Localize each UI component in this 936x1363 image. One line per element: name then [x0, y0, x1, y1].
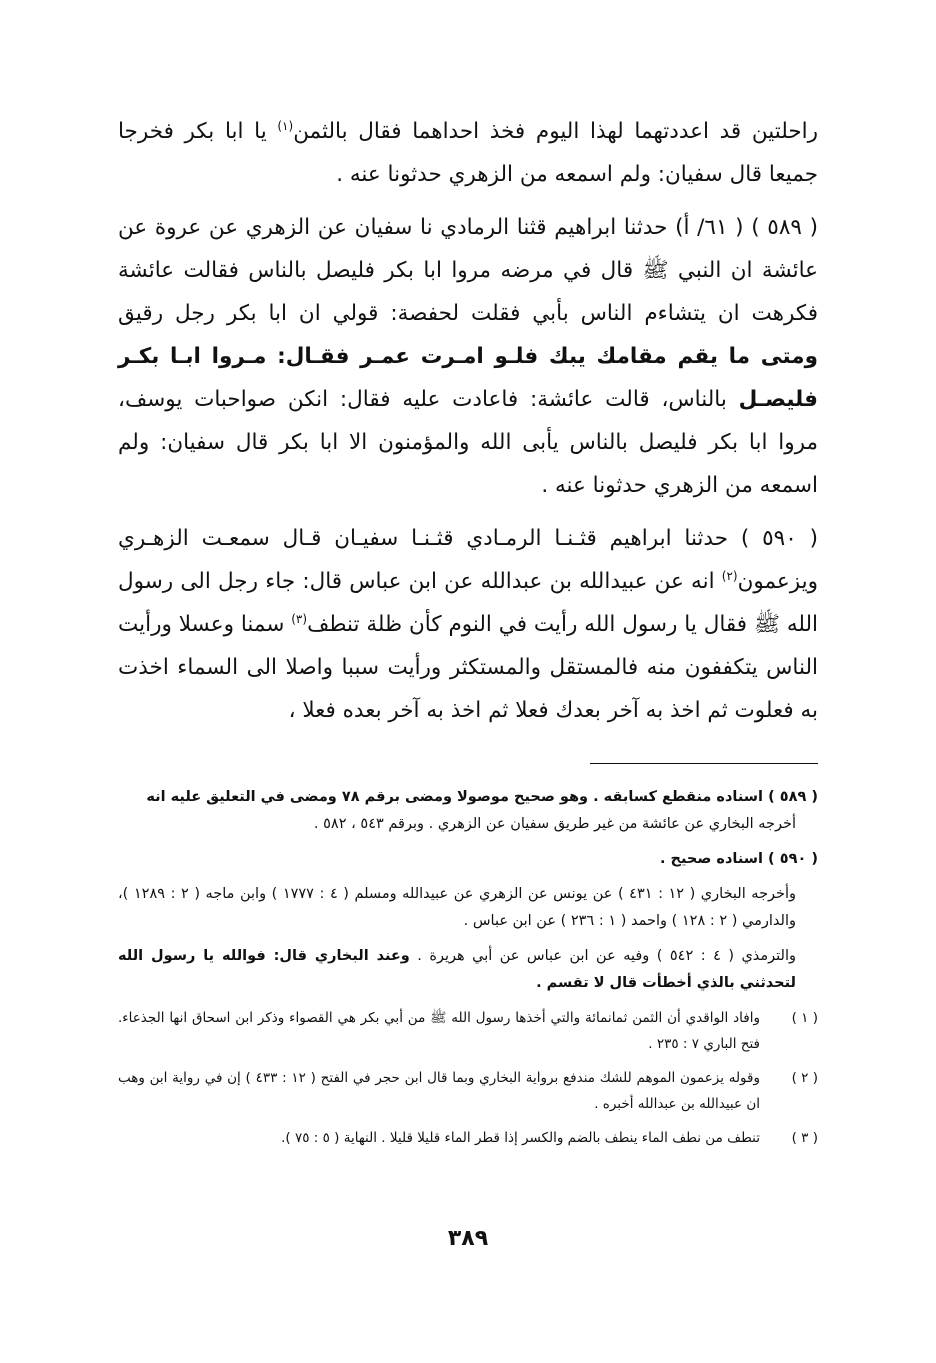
footnote-divider	[590, 763, 818, 764]
footnote-number: ( ٢ )	[791, 1070, 818, 1086]
note-589-line-2: أخرجه البخاري عن عائشة من غير طريق سفيان عن الزهري . وبرقم ٥٤٣ ، ٥٨٢ .	[313, 816, 796, 832]
text-run-bold: ومتى ما يقم مقامك يبك فلـو امـرت عمـر فقـال: مـروا ابـا بكـر فليصـل	[118, 344, 818, 412]
note-590-sources: وأخرجه البخاري ( ١٢ : ٤٣١ ) عن يونس عن الزهري عن عبيدالله ومسلم ( ٤ : ١٧٧٧ ) وابن ماجه ( ٢ : ١٢٨٩ )، والدارمي ( ٢ : ١٢٨ ) واحمد ( ١ : ٢٣٦ ) عن ابن عباس .	[118, 886, 797, 929]
text-run: انه عن عبيدالله بن عبدالله عن ابن عباس قال: جاء رجل الى رسول الله ﷺ فقال يا رسول الله رأيت في النوم كأن ظلة تنطف	[118, 569, 818, 637]
text-run: بالناس، قالت عائشة: فاعادت عليه فقال: انكن صواحبات يوسف، مروا ابا بكر فليصل بالناس يأبى الله والمؤمنون الا ابا بكر قال سفيان: ولم اسمعه من الزهري حدثونا عنه .	[118, 387, 818, 498]
note-589-line-1: ( ٥٨٩ ) اسناده منقطع كسابقه . وهو صحيح موصولا ومضى برقم ٧٨ ومضى في التعليق عليه انه	[146, 789, 818, 805]
footnote-text: وافاد الواقدي أن الثمن ثمانمائة والتي أخذها رسول الله ﷺ من أبي بكر هي القصواء وذكر ابن اسحاق انها الجذعاء. فتح الباري ٧ : ٢٣٥ .	[118, 1010, 760, 1052]
text-run: ( ٥٨٩ ) ( ٦١/ أ) حدثنا ابراهيم قثنا الرمادي نا سفيان عن الزهري عن عروة عن عائشة ان النبي ﷺ قال في مرضه مروا ابا بكر فليصل بالناس فقالت عائشة فكرهت ان يتشاءم الناس بأبي فقلت لحفصة: قولي ان ابا بكر رجل رقيق	[118, 215, 818, 326]
hadith-590	[118, 517, 818, 732]
note-590-tirmidhi	[118, 943, 818, 997]
footnote-2	[118, 1065, 818, 1117]
footnote-text: وقوله يزعمون الموهم للشك مندفع برواية البخاري وبما قال ابن حجر في الفتح ( ١٢ : ٤٣٣ ) إن في رواية ابن وهب ان عبيدالله بن عبدالله أخبره .	[118, 1070, 760, 1112]
footnote-1	[118, 1005, 818, 1057]
footnote-3	[118, 1125, 818, 1151]
notes-section	[118, 784, 818, 1151]
footnote-number: ( ١ )	[791, 1010, 818, 1026]
hadith-589	[118, 206, 818, 507]
footnote-ref-1: (١)	[277, 118, 294, 133]
page-number: ٣٨٩	[447, 1226, 489, 1251]
footnote-ref-2: (٢)	[721, 568, 738, 583]
footnote-text: تنطف من نطف الماء ينطف بالضم والكسر إذا قطر الماء قليلا قليلا . النهاية ( ٥ : ٧٥ ).	[281, 1130, 760, 1146]
text-run-bold: وعند البخاري قال: فوالله يا رسول الله لتحدثني بالذي أخطأت قال لا تقسم .	[118, 948, 796, 991]
text-run: ( ٥٩٠ ) حدثنا ابراهيم قثـنـا الرمـادي قثـنـا سفيـان قـال سمعـت الزهـري ويزعمون	[118, 526, 818, 594]
footnote-ref-3: (٣)	[291, 611, 308, 626]
text-run: سمنا وعسلا ورأيت الناس يتكففون منه فالمستقل والمستكثر ورأيت سببا واصلا الى السماء اخذت به فعلوت ثم اخذ به آخر بعدك فعلا ثم اخذ به آخر بعده فعلا ،	[118, 612, 818, 723]
paragraph-continuation	[118, 110, 818, 196]
text-run: راحلتين قد اعددتهما لهذا اليوم فخذ احداهما فقال بالثمن	[293, 119, 818, 144]
note-590-heading: ( ٥٩٠ ) اسناده صحيح .	[659, 851, 818, 867]
main-text	[118, 110, 818, 732]
text-run: والترمذي ( ٤ : ٥٤٢ ) وفيه عن ابن عباس عن أبي هريرة .	[409, 948, 796, 964]
footnote-number: ( ٣ )	[791, 1130, 818, 1146]
text-run: يا ابا بكر فخرجا جميعا قال سفيان: ولم اسمعه من الزهري حدثونا عنه .	[118, 119, 818, 187]
